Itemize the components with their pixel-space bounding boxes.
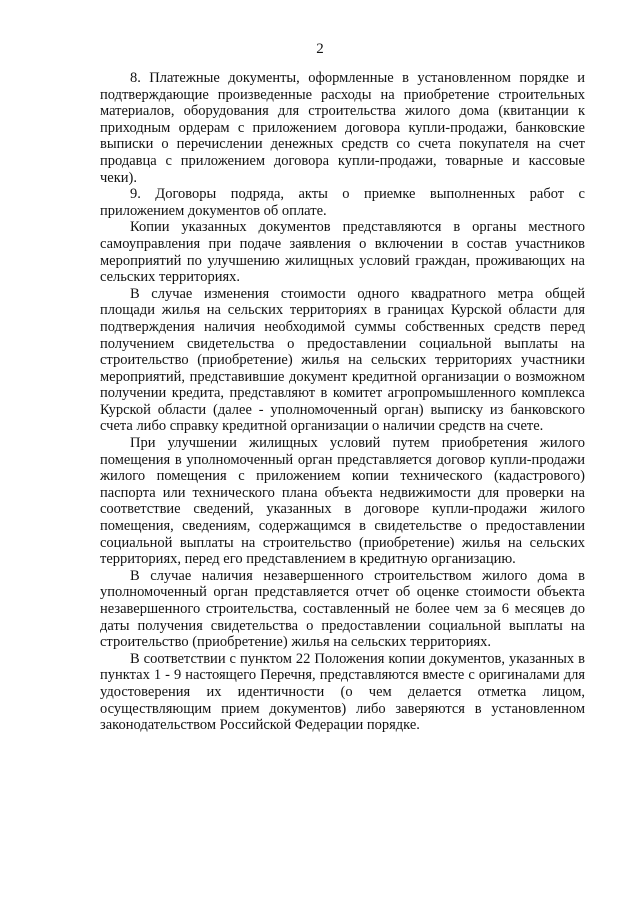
paragraph-price-change: В случае изменения стоимости одного квадратного метра общей площади жилья на сельских территориях в границах Курской области для подтверждения наличия необходимой суммы собственных средств перед получением свидетельства о предоставлении социальной выплаты на строительство (приобретение) жилья на сельских территориях участники мероприятий, представившие документ кредитной организации о возможном получении кредита, представляют в комитет агропромышленного комплекса Курской области (далее - уполномоченный орган) выписку из банковского счета либо справку кредитной организации о наличии средств на счете. — [100, 285, 585, 435]
paragraph-unfinished-construction: В случае наличия незавершенного строительством жилого дома в уполномоченный орган представляется отчет об оценке стоимости объекта незавершенного строительства, составленный не более чем за 6 месяцев до даты получения свидетельства о предоставлении социальной выплаты на строительство (приобретение) жилья на сельских территориях. — [100, 567, 585, 651]
paragraph-housing-purchase: При улучшении жилищных условий путем приобретения жилого помещения в уполномоченный орган представляется договор купли-продажи жилого помещения с приложением копии технического (кадастрового) паспорта или технического плана объекта недвижимости для проверки на соответствие сведений, указанных в договоре купли-продажи жилого помещения, сведениям, содержащимся в свидетельстве о предоставлении социальной выплаты на строительство (приобретение) жилья на сельских территориях, перед его представлением в кредитную организацию. — [100, 435, 585, 568]
paragraph-item-9-contracts: 9. Договоры подряда, акты о приемке выполненных работ с приложением документов об оплате. — [100, 186, 585, 219]
page-number: 2 — [316, 41, 324, 57]
paragraph-copies-submission: Копии указанных документов представляются в органы местного самоуправления при подаче заявления о включении в состав участников мероприятий по улучшению жилищных условий граждан, проживающих на сельских территориях. — [100, 219, 585, 286]
paragraph-item-8-payment-documents: 8. Платежные документы, оформленные в установленном порядке и подтверждающие произведенные расходы на приобретение строительных материалов, оборудования для строительства жилого дома (квитанции к приходным ордерам с приложением договора купли-продажи, банковские выписки о перечислении денежных средств со счета покупателя на счет продавца с приложением договора купли-продажи, товарные и кассовые чеки). — [100, 70, 585, 186]
paragraph-certification-of-copies: В соответствии с пунктом 22 Положения копии документов, указанных в пунктах 1 - 9 настоящего Перечня, представляются вместе с оригиналами для удостоверения их идентичности (о чем делается отметка лицом, осуществляющим прием документов) либо заверяются в установленном законодательством Российской Федерации порядке. — [100, 650, 585, 734]
document-body — [100, 70, 585, 734]
